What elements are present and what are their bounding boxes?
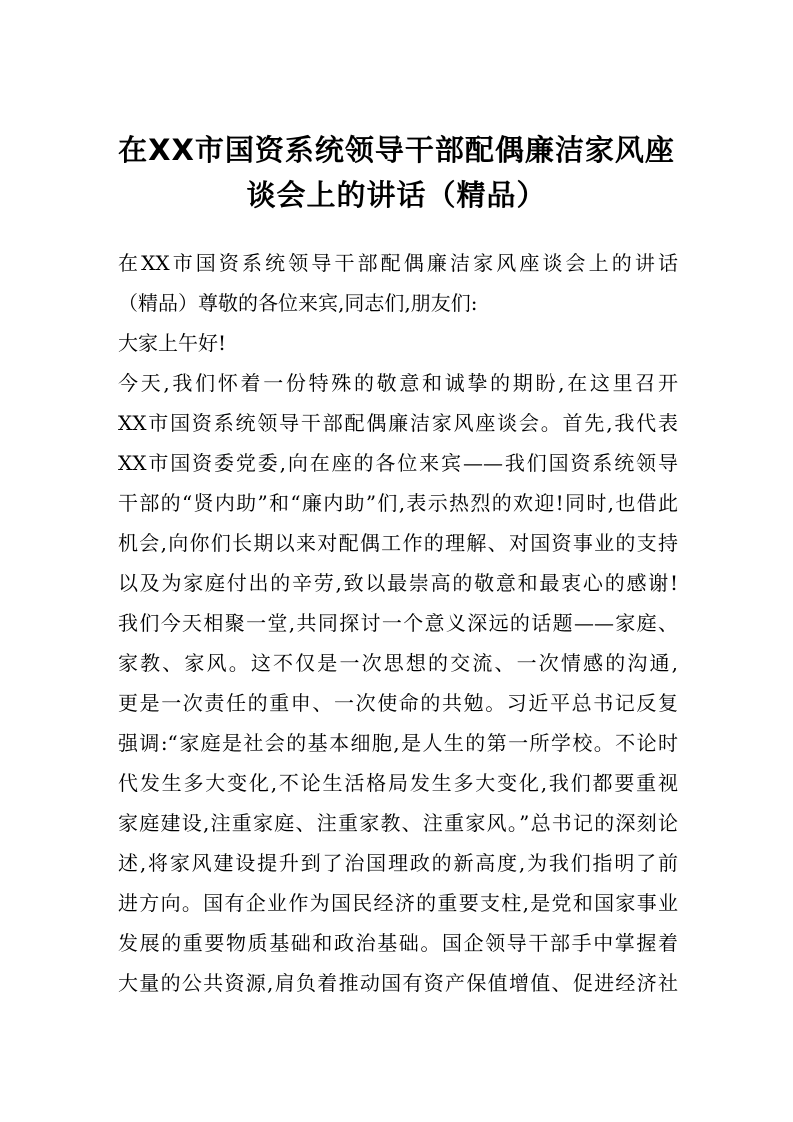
body-text-line: 发展的重要物质基础和政治基础。国企领导干部手中掌握着 [118,931,678,955]
body-text-line: 以及为家庭付出的辛劳,致以最崇高的敬意和最衷心的感谢! [118,571,678,595]
body-text-line: 代发生多大变化,不论生活格局发生多大变化,我们都要重视 [118,771,678,795]
body-text-line: 家教、家风。这不仅是一次思想的交流、一次情感的沟通, [118,651,678,675]
body-text-line: 我们今天相聚一堂,共同探讨一个意义深远的话题——家庭、 [118,611,678,635]
body-text-line: 家庭建设,注重家庭、注重家教、注重家风。”总书记的深刻论 [118,811,678,835]
title-line-2: 谈会上的讲话（精品） [246,178,547,212]
body-text-line: 在XX市国资系统领导干部配偶廉洁家风座谈会上的讲话 [118,251,678,275]
body-text-line: 进方向。国有企业作为国民经济的重要支柱,是党和国家事业 [118,891,678,915]
body-text-line: 干部的“贤内助”和“廉内助”们,表示热烈的欢迎!同时,也借此 [118,491,678,515]
body-text-line: 述,将家风建设提升到了治国理政的新高度,为我们指明了前 [118,851,678,875]
body-text-line: XX市国资系统领导干部配偶廉洁家风座谈会。首先,我代表 [118,411,678,435]
body-text-line: 机会,向你们长期以来对配偶工作的理解、对国资事业的支持 [118,531,678,555]
body-text-line: （精品）尊敬的各位来宾,同志们,朋友们: [118,291,478,315]
body-text-line: 更是一次责任的重申、一次使命的共勉。习近平总书记反复 [118,691,678,715]
title-line-1: 在XX市国资系统领导干部配偶廉洁家风座 [118,133,675,167]
body-text-line: 大家上午好! [118,331,227,355]
body-text-line: 大量的公共资源,肩负着推动国有资产保值增值、促进经济社 [118,971,678,995]
body-text-line: XX市国资委党委,向在座的各位来宾——我们国资系统领导 [118,451,678,475]
body-text-line: 强调:“家庭是社会的基本细胞,是人生的第一所学校。不论时 [118,731,678,755]
body-text-line: 今天,我们怀着一份特殊的敬意和诚挚的期盼,在这里召开 [118,371,678,395]
